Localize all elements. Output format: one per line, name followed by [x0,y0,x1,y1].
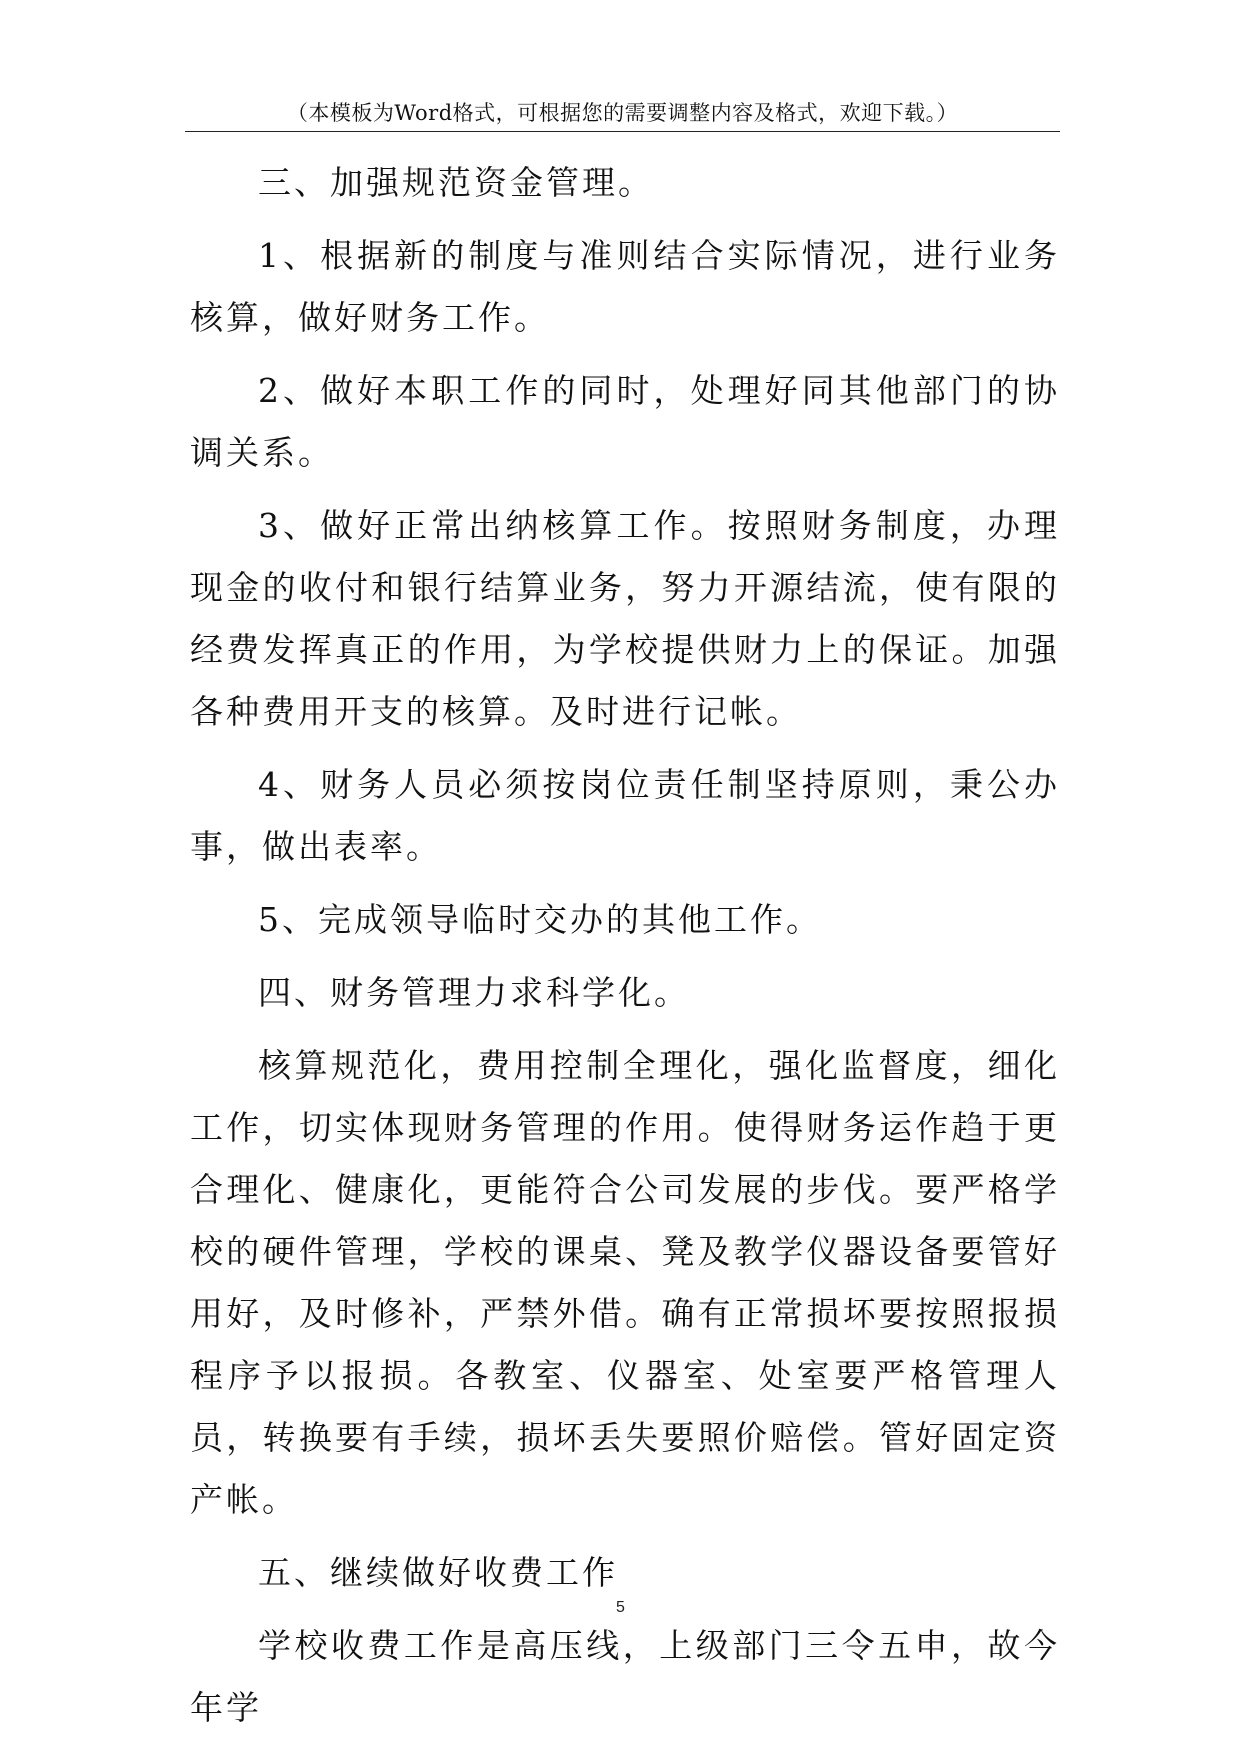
body-paragraph: 2、做好本职工作的同时，处理好同其他部门的协调关系。 [190,371,1060,472]
body-paragraph: 核算规范化，费用控制全理化，强化监督度，细化工作，切实体现财务管理的作用。使得财务运作趋于更合理化、健康化，更能符合公司发展的步伐。要严格学校的硬件管理，学校的课桌、凳及教学仪器设备要管好用好，及时修补，严禁外借。确有正常损坏要按照报损程序予以报损。各教室、仪器室、处室要严格管理人员，转换要有手续，损坏丢失要照价赔偿。管好固定资产帐。 [190,1046,1060,1519]
body-content [190,152,1060,1750]
section-heading-5: 五、继续做好收费工作 [258,1553,618,1592]
section-heading-4: 四、财务管理力求科学化。 [258,973,690,1012]
body-paragraph: 3、做好正常出纳核算工作。按照财务制度，办理现金的收付和银行结算业务，努力开源结流，使有限的经费发挥真正的作用，为学校提供财力上的保证。加强各种费用开支的核算。及时进行记帐。 [190,506,1060,731]
body-paragraph: 5、完成领导临时交办的其他工作。 [258,900,822,939]
body-paragraph: 4、财务人员必须按岗位责任制坚持原则，秉公办事，做出表率。 [190,765,1060,866]
header-divider [185,131,1060,132]
template-header-note: （本模板为Word格式，可根据您的需要调整内容及格式，欢迎下载。） [286,101,959,125]
page-number: 5 [616,1599,625,1616]
body-paragraph: 学校收费工作是高压线，上级部门三令五申，故今年学 [190,1626,1060,1727]
body-paragraph: 1、根据新的制度与准则结合实际情况，进行业务核算，做好财务工作。 [190,236,1060,337]
section-heading-3: 三、加强规范资金管理。 [258,163,654,202]
